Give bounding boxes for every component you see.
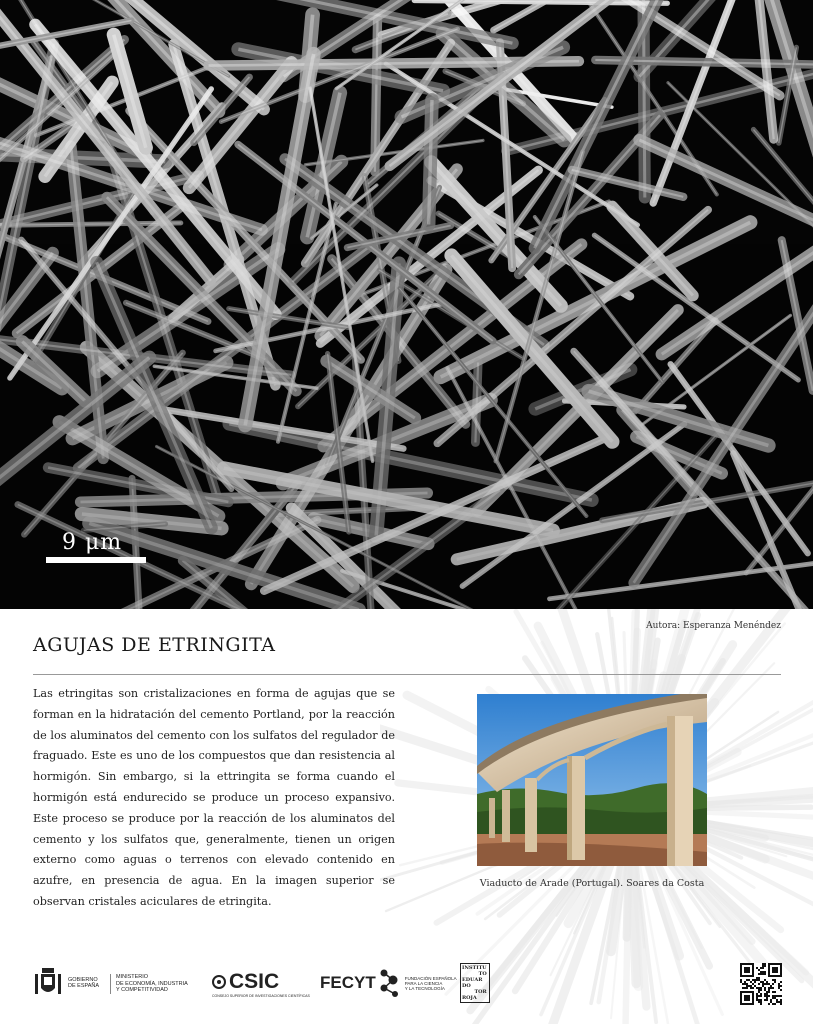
gobierno-line-1: GOBIERNO [68, 976, 98, 983]
ministerio-line-2: DE ECONOMÍA, INDUSTRIA [116, 980, 188, 987]
ministerio-line-1: MINISTERIO [116, 974, 149, 980]
viaduct-photo [477, 694, 707, 866]
instituto-logo [460, 963, 490, 1003]
qr-code[interactable] [740, 963, 782, 1005]
gobierno-logo [33, 966, 99, 1000]
body-paragraph: Las etringitas son cristalizaciones en forma de agujas que se forman en la hidratación del cemento Portland, por la reacción de los aluminatos del cemento con los sulfatos del regulador de fraguado. Este es uno de los compuestos que dan resistencia al hormigón. Sin embargo, si la ettringita se forma cuando el hormigón está endurecido se produce un proceso expansivo. Este proceso se produce por la reacción de los aluminatos del cemento y los sulfatos que, generalmente, tienen un origen externo como aguas o terrenos con elevado contenido en azufre, en presencia de agua. En la imagen superior se observan cristales aciculares de etringita. [33, 687, 395, 908]
qr-code-icon [740, 963, 782, 1005]
instituto-line-2: TO [478, 971, 487, 977]
instituto-line-6: ROJA [462, 995, 477, 1001]
csic-wordmark: CSIC [229, 970, 280, 993]
csic-emblem-icon [212, 975, 226, 989]
scale-bar-line [46, 557, 146, 563]
instituto-line-5: TOR [474, 989, 487, 995]
ministerio-line-3: Y COMPETITIVIDAD [116, 987, 168, 993]
photo-caption: Viaducto de Arade (Portugal). Soares da Costa [479, 878, 705, 889]
scale-label: 9 μm [62, 530, 123, 555]
fecyt-wordmark: FECYT [320, 973, 376, 992]
csic-logo [212, 970, 310, 998]
csic-subtitle: CONSEJO SUPERIOR DE INVESTIGACIONES CIENTÍFICAS [212, 994, 310, 998]
coat-of-arms-icon [33, 966, 63, 1000]
fecyt-line-1: FUNDACIÓN ESPAÑOLA [404, 975, 457, 981]
gobierno-line-2: DE ESPAÑA [68, 983, 100, 989]
fecyt-line-3: Y LA TECNOLOGÍA [404, 985, 445, 991]
ministerio-logo [110, 974, 188, 994]
fecyt-logo [320, 968, 457, 998]
instituto-line-3: EDUAR [462, 977, 483, 983]
page-title: AGUJAS DE ETRINGITA [33, 634, 276, 656]
title-divider [33, 674, 781, 675]
image-credit: Autora: Esperanza Menéndez [646, 621, 781, 631]
fecyt-molecule-icon [379, 968, 401, 998]
footer-logos [0, 960, 813, 1010]
instituto-line-1: INSTITU [462, 965, 487, 971]
fecyt-line-2: PARA LA CIENCIA [404, 980, 443, 986]
instituto-line-4: DO [462, 983, 471, 989]
